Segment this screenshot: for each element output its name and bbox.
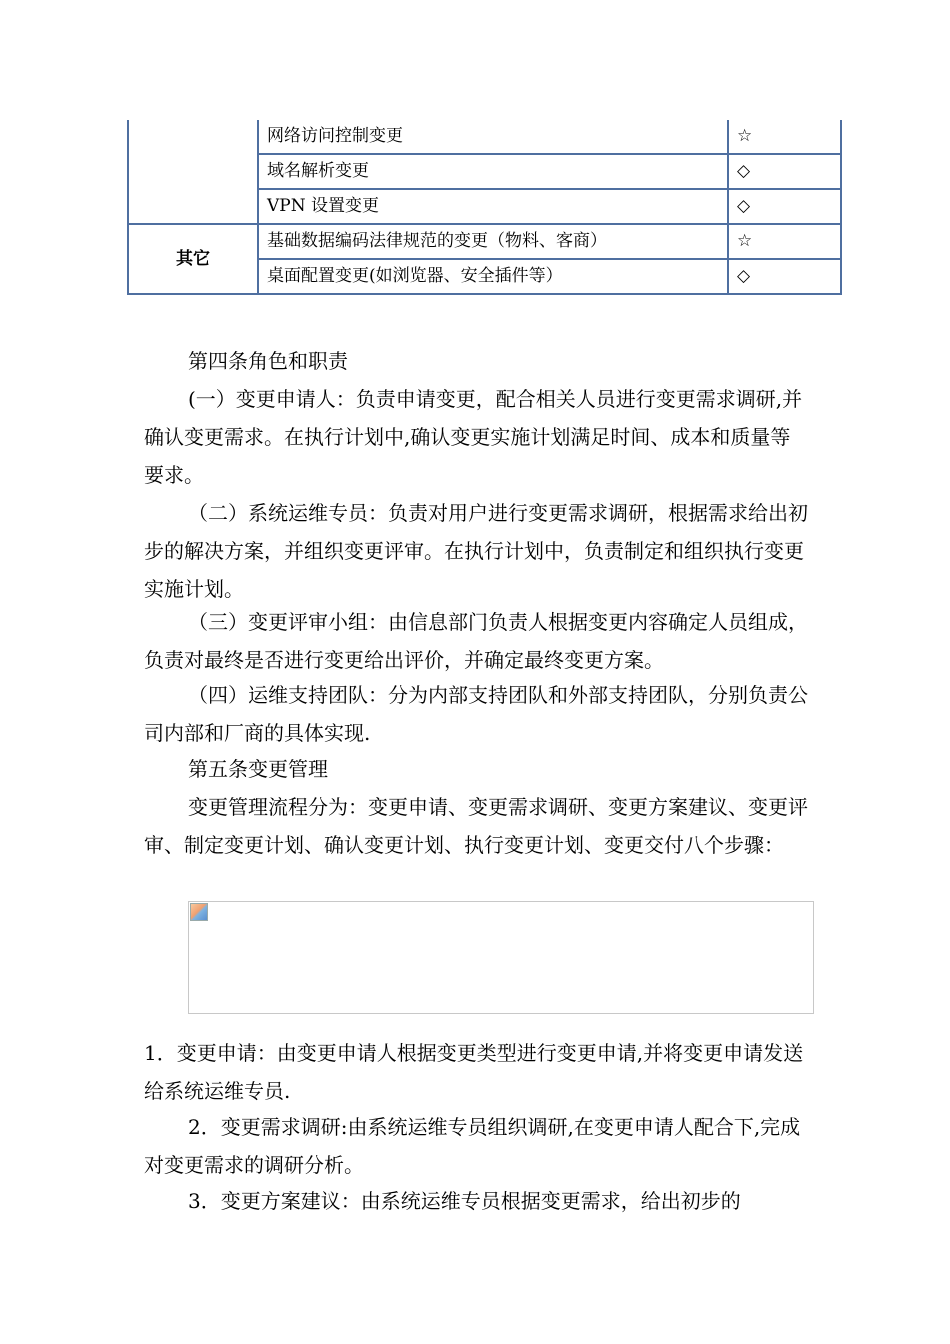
paragraph-text: 1．变更申请：由变更申请人根据变更类型进行变更申请,并将变更申请发送给系统运维专员.	[144, 1041, 804, 1103]
mark-cell: ◇	[728, 189, 841, 224]
paragraph-text: (一）变更申请人：负责申请变更，配合相关人员进行变更需求调研,并确认变更需求。在执行计划中,确认变更实施计划满足时间、成本和质量等要求。	[144, 387, 803, 487]
item-cell: VPN 设置变更	[258, 189, 728, 224]
item-cell: 桌面配置变更(如浏览器、安全插件等）	[258, 259, 728, 294]
article4-heading-bold: 第四条	[188, 349, 248, 373]
article5-heading	[144, 750, 810, 788]
paragraph	[144, 494, 810, 608]
paragraph	[144, 603, 810, 679]
flowchart-image-placeholder	[188, 901, 814, 1014]
paragraph	[144, 1108, 810, 1184]
paragraph-text: （四）运维支持团队：分为内部支持团队和外部支持团队，分别负责公司内部和厂商的具体实现.	[144, 683, 808, 745]
broken-image-icon	[190, 903, 208, 921]
paragraph-text: 2．变更需求调研:由系统运维专员组织调研,在变更申请人配合下,完成对变更需求的调研分析。	[144, 1115, 801, 1177]
article4-heading	[144, 342, 810, 380]
paragraph	[144, 676, 810, 752]
mark-cell: ☆	[728, 120, 841, 154]
item-cell: 基础数据编码法律规范的变更（物料、客商）	[258, 224, 728, 259]
item-cell: 网络访问控制变更	[258, 120, 728, 154]
paragraph	[144, 788, 810, 864]
paragraph	[144, 1182, 810, 1220]
paragraph-text: 3．变更方案建议：由系统运维专员根据变更需求，给出初步的	[188, 1189, 741, 1213]
paragraph-text: （三）变更评审小组：由信息部门负责人根据变更内容确定人员组成，负责对最终是否进行变更给出评价，并确定最终变更方案。	[144, 610, 808, 672]
category-cell: 其它	[128, 224, 258, 294]
category-cell	[128, 120, 258, 224]
table-row	[128, 224, 841, 259]
article4-heading-rest: 角色和职责	[248, 349, 348, 373]
paragraph	[144, 1034, 810, 1110]
mark-cell: ◇	[728, 154, 841, 189]
paragraph-text: （二）系统运维专员：负责对用户进行变更需求调研，根据需求给出初步的解决方案，并组织变更评审。在执行计划中，负责制定和组织执行变更实施计划。	[144, 501, 808, 601]
paragraph-text: 变更管理流程分为：变更申请、变更需求调研、变更方案建议、变更评审、制定变更计划、确认变更计划、执行变更计划、变更交付八个步骤：	[144, 795, 808, 857]
mark-cell: ☆	[728, 224, 841, 259]
item-cell: 域名解析变更	[258, 154, 728, 189]
change-type-table	[127, 120, 842, 295]
paragraph	[144, 380, 810, 494]
mark-cell: ◇	[728, 259, 841, 294]
table-row	[128, 120, 841, 154]
article5-heading-bold: 第五条	[188, 757, 248, 781]
article5-heading-rest: 变更管理	[248, 757, 328, 781]
